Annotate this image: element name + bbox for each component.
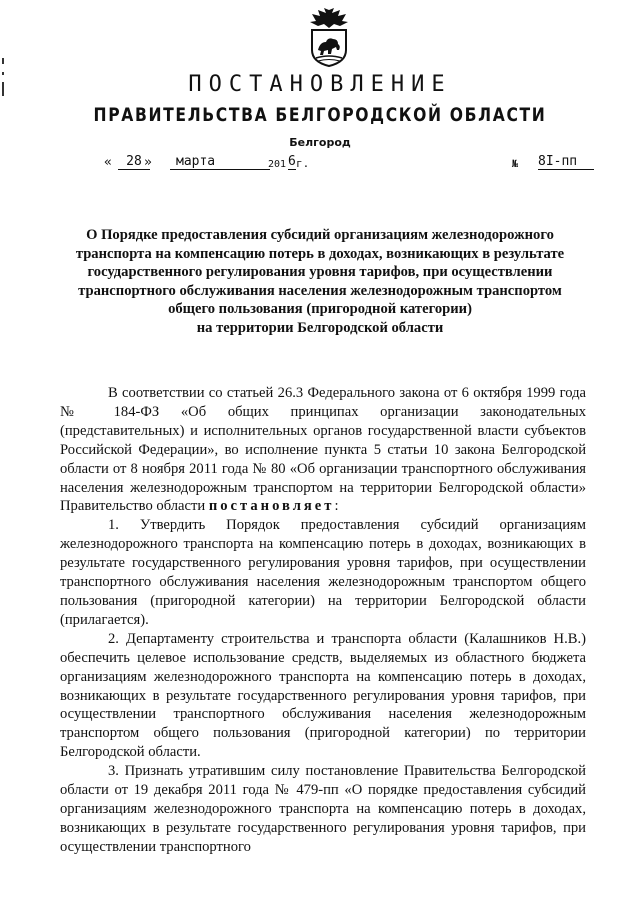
item-1-paragraph: 1. Утвердить Порядок предоставления субсидий организациям железнодорожного транспорта на компенсацию потерь в доходах, возникающих в результате государственного регулирования уровня тарифов, при осуществлении транспортного обслуживания населения железнодорожным транспортом общего пользования (пригородной категории) на территории Белгородской области (прилагается). bbox=[60, 517, 586, 628]
subject-line: О Порядке предоставления субсидий организациям железнодорожного bbox=[86, 227, 554, 243]
subject-line: на территории Белгородской области bbox=[196, 319, 444, 336]
document-type-title: ПОСТАНОВЛЕНИЕ bbox=[188, 72, 452, 97]
date-number-line bbox=[104, 152, 594, 174]
date-open-quote: « bbox=[104, 155, 112, 170]
preamble-paragraph bbox=[60, 384, 586, 516]
number-prefix: № bbox=[512, 159, 519, 170]
subject-line: государственного регулирования уровня тарифов, при осуществлении bbox=[87, 264, 553, 281]
date-close-quote: » bbox=[144, 155, 152, 170]
issuing-authority: ПРАВИТЕЛЬСТВА БЕЛГОРОДСКОЙ ОБЛАСТИ bbox=[93, 104, 547, 126]
item-2-paragraph: 2. Департаменту строительства и транспорта области (Калашников Н.В.) обеспечить целевое использование средств, выделяемых из областного бюджета организациям железнодорожного транспорта на компенсацию потерь в доходах, возникающих в результате государственного регулирования уровня тарифов, при осуществлении транспортного обслуживания населения железнодорожным транспортом общего пользования (пригородной категории) по территории Белгородской области. bbox=[60, 630, 586, 761]
item-3-paragraph: 3. Признать утратившим силу постановление Правительства Белгородской области от 19 декабря 2011 года № 479-пп «О порядке предоставления субсидий организациям железнодорожного транспорта на компенсацию потерь в доходах, возникающих в результате государственного регулирования уровня тарифов, при осуществлении транспортного bbox=[60, 763, 586, 855]
subject-line: общего пользования (пригородной категории) bbox=[168, 301, 472, 318]
city-name: Белгород bbox=[289, 136, 351, 149]
date-year-prefix: 201 bbox=[268, 159, 287, 170]
resolves-word: постановляет bbox=[208, 498, 335, 515]
document-number: 8I-пп bbox=[538, 154, 594, 170]
subject-line: транспортного обслуживания населения железнодорожным транспортом bbox=[78, 282, 562, 299]
subject-line: транспорта на компенсацию потерь в доходах, возникающих в результате bbox=[75, 245, 565, 262]
date-year-digit: 6 bbox=[288, 154, 296, 169]
resolves-colon: : bbox=[334, 498, 339, 515]
date-month: марта bbox=[170, 154, 270, 170]
date-day: 28 bbox=[118, 154, 150, 170]
coat-of-arms-emblem bbox=[304, 6, 354, 68]
date-year-suffix: г. bbox=[296, 157, 310, 170]
document-body bbox=[60, 384, 586, 857]
document-subject-title bbox=[60, 226, 580, 338]
preamble-text: В соответствии со статьей 26.3 Федерального закона от 6 октября 1999 года № 184-ФЗ «Об общих принципах организации законодательных (представительных) и исполнительных органов государственной власти субъектов Российской Федерации», во исполнение пункта 5 статьи 10 закона Белгородской области от 8 ноября 2011 года № 80 «Об организации транспортного обслуживания населения железнодорожным транспортом на территории Белгородской области» Правительство области bbox=[60, 385, 586, 515]
